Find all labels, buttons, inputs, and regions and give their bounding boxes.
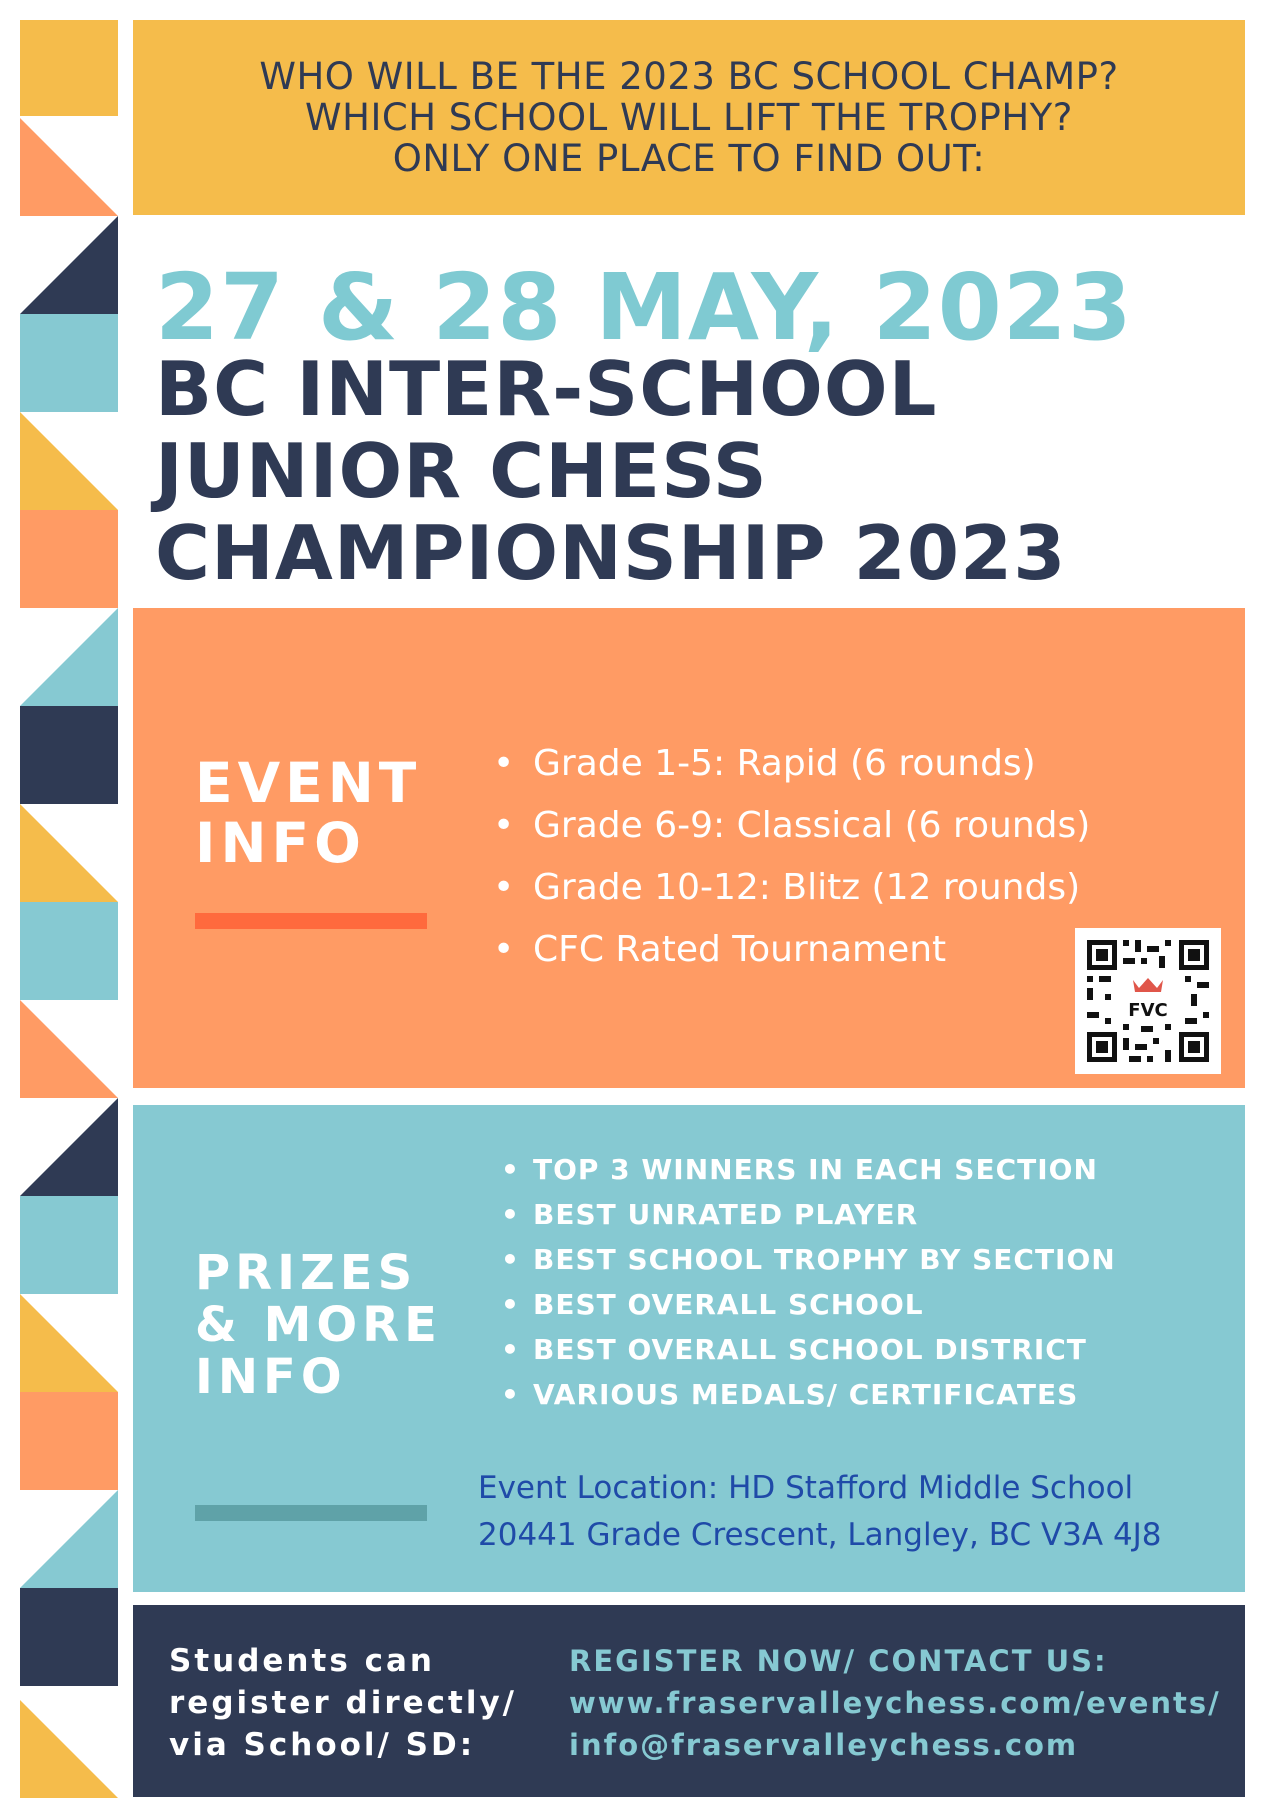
list-item: • BEST UNRATED PLAYER — [501, 1192, 1116, 1237]
list-item: • BEST SCHOOL TROPHY BY SECTION — [501, 1237, 1116, 1282]
list-item: • Grade 6-9: Classical (6 rounds) — [493, 795, 1090, 857]
prizes-list — [501, 1147, 1116, 1417]
prizes-panel — [133, 1105, 1245, 1592]
heading-line: INFO — [195, 1349, 347, 1405]
contact-heading: REGISTER NOW/ CONTACT US: — [569, 1644, 1108, 1678]
banner-line: ONLY ONE PLACE TO FIND OUT: — [392, 137, 986, 180]
list-item: • VARIOUS MEDALS/ CERTIFICATES — [501, 1372, 1116, 1417]
list-item: • CFC Rated Tournament — [493, 919, 1090, 981]
banner-line: WHO WILL BE THE 2023 BC SCHOOL CHAMP? — [259, 55, 1119, 98]
website-link[interactable]: www.fraservalleychess.com/events/ — [569, 1686, 1221, 1720]
location-line: Event Location: HD Stafford Middle School — [478, 1470, 1134, 1506]
event-info-panel — [133, 608, 1245, 1088]
banner-line: WHICH SCHOOL WILL LIFT THE TROPHY? — [305, 96, 1073, 139]
registration-qr-code[interactable] — [1075, 928, 1221, 1074]
list-item: • Grade 1-5: Rapid (6 rounds) — [493, 733, 1090, 795]
location-line: 20441 Grade Crescent, Langley, BC V3A 4J8 — [478, 1517, 1162, 1553]
footer — [133, 1605, 1245, 1797]
list-item: • Grade 10-12: Blitz (12 rounds) — [493, 857, 1090, 919]
top-banner — [133, 20, 1245, 215]
title-line: JUNIOR CHESS — [155, 427, 768, 515]
registration-note — [169, 1640, 517, 1766]
section-divider — [195, 913, 427, 929]
heading-line: PRIZES — [195, 1245, 418, 1301]
email-link[interactable]: info@fraservalleychess.com — [569, 1728, 1079, 1762]
contact-info — [569, 1640, 1221, 1766]
title-line: CHAMPIONSHIP 2023 — [155, 509, 1067, 597]
page-title — [155, 345, 1067, 597]
decorative-geometric-strip — [20, 0, 118, 1816]
heading-line: INFO — [195, 811, 366, 875]
event-info-list — [493, 733, 1090, 981]
qr-logo-text: FVC — [1128, 1000, 1168, 1021]
list-item: • BEST OVERALL SCHOOL DISTRICT — [501, 1327, 1116, 1372]
list-item: • BEST OVERALL SCHOOL — [501, 1282, 1116, 1327]
list-item: • TOP 3 WINNERS IN EACH SECTION — [501, 1147, 1116, 1192]
note-line: via School/ SD: — [169, 1727, 476, 1763]
title-line: BC INTER-SCHOOL — [155, 345, 938, 433]
section-divider — [195, 1505, 427, 1521]
note-line: register directly/ — [169, 1685, 517, 1721]
prizes-heading — [195, 1247, 442, 1403]
event-date: 27 & 28 MAY, 2023 — [155, 254, 1133, 361]
event-location — [478, 1465, 1162, 1559]
heading-line: & MORE — [195, 1297, 442, 1353]
note-line: Students can — [169, 1643, 435, 1679]
title-area — [133, 240, 1245, 595]
event-info-heading — [195, 753, 421, 873]
qr-code-icon — [1075, 928, 1221, 1074]
heading-line: EVENT — [195, 751, 422, 815]
